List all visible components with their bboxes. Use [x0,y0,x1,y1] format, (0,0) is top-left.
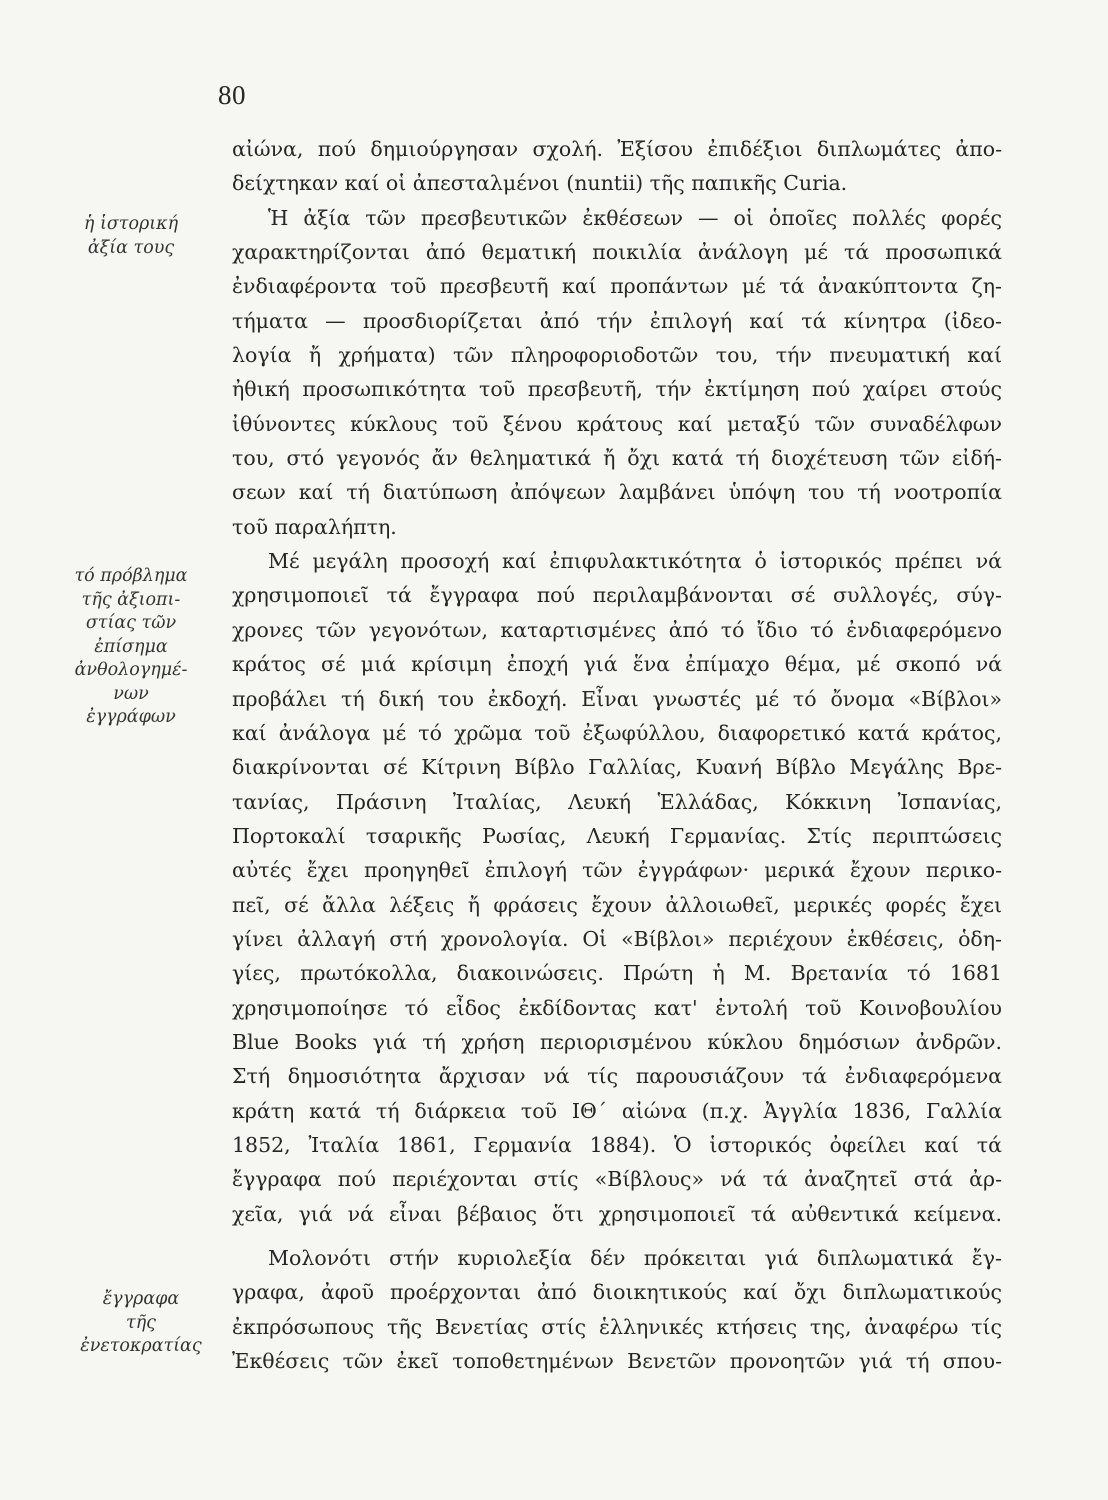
text-line: τανίας, Πράσινη Ἰταλίας, Λευκή Ἑλλάδας, Κόκκινη Ἰσπανίας, [232,789,1002,814]
text-line: λογία ἤ χρήματα) τῶν πληροφοριοδοτῶν του, τήν πνευματική καί [232,343,1002,368]
margin-note-historical-value [56,213,206,260]
text-line: ἔγγραφα πού περιέχονται στίς «Βίβλους» νά τά ἀναζητεῖ στά ἀρ- [232,1167,1002,1192]
page-number: 80 [218,80,246,110]
text-line: σεων καί τή διατύπωση ἀπόψεων λαμβάνει ὑπόψη του τή νοοτροπία [232,480,1002,505]
text-line: Στή δημοσιότητα ἄρχισαν νά τίς παρουσιάζουν τά ἐνδιαφερόμενα [232,1064,1002,1089]
text-line: αὐτές ἔχει προηγηθεῖ ἐπιλογή τῶν ἐγγράφων· μερικά ἔχουν περικο- [232,858,1002,883]
margin-note-reliability-problem [56,565,206,730]
text-line: 1852, Ἰταλία 1861, Γερμανία 1884). Ὁ ἱστορικός ὀφείλει καί τά [232,1132,1002,1157]
text-line: χρονες τῶν γεγονότων, καταρτισμένες ἀπό τό ἴδιο τό ἐνδιαφερόμενο [232,617,1002,642]
body-text [232,132,1002,1378]
margin-note-line: ἡ ἱστορική [83,214,179,234]
text-line: ἠθική προσωπικότητα τοῦ πρεσβευτῆ, τήν ἐκτίμηση πού χαίρει στούς [232,377,1002,402]
text-line: Ἡ ἀξία τῶν πρεσβευτικῶν ἐκθέσεων — οἱ ὁποῖες πολλές φορές [268,205,1002,230]
margin-note-venetian-documents [66,1288,216,1359]
margin-note-line: ἀξία τους [87,237,175,258]
text-line: πεῖ, σέ ἄλλα λέξεις ἤ φράσεις ἔχουν ἀλλοιωθεῖ, μερικές φορές ἔχει [232,892,1002,917]
text-line: αἰώνα, πού δημιούργησαν σχολή. Ἐξίσου ἐπιδέξιοι διπλωμάτες ἀπο- [232,137,1002,161]
text-line: του, στό γεγονός ἄν θεληματικά ἤ ὄχι κατά τή διοχέτευση τῶν εἰδή- [232,446,1002,471]
margin-note-line: νων [113,683,149,704]
margin-note-line: ἀνθολογημέ- [74,660,188,680]
text-line: χαρακτηρίζονται ἀπό θεματική ποικιλία ἀνάλογη μέ τά προσωπικά [232,240,1002,265]
margin-note-line: τό πρόβλημα [74,566,188,586]
text-line: ἐνδιαφέροντα τοῦ πρεσβευτῆ καί προπάντων μέ τά ἀνακύπτοντα ζη- [232,274,1002,299]
text-line: γραφα, ἀφοῦ προέρχονται ἀπό διοικητικούς καί ὄχι διπλωματικούς [232,1280,1002,1305]
text-line: τήματα — προσδιορίζεται ἀπό τήν ἐπιλογή καί τά κίνητρα (ἰδεο- [232,308,1002,333]
text-line: γίνει ἀλλαγή στή χρονολογία. Οἱ «Βίβλοι» περιέχουν ἐκθέσεις, ὁδη- [232,926,1002,951]
text-line: δείχτηκαν καί οἱ ἀπεσταλμένοι (nuntii) τῆς παπικῆς Curia. [232,171,848,196]
margin-note-line: ἔγγραφα [102,1289,180,1309]
text-line: ἰθύνοντες κύκλους τοῦ ξένου κράτους καί μεταξύ τῶν συναδέλφων [232,411,1002,436]
text-line: χρησιμοποίησε τό εἶδος ἐκδίδοντας κατ' ἐντολή τοῦ Κοινοβουλίου [232,995,1002,1020]
text-line: Πορτοκαλί τσαρικῆς Ρωσίας, Λευκή Γερμανίας. Στίς περιπτώσεις [232,823,1002,848]
text-line: κράτη κατά τή διάρκεια τοῦ ΙΘ΄ αἰώνα (π.χ. Ἀγγλία 1836, Γαλλία [232,1098,1002,1123]
margin-note-line: στίας τῶν [85,613,177,633]
text-line: Blue Books γιά τή χρήση περιορισμένου κύκλου δημόσιων ἀνδρῶν. [232,1029,1002,1054]
text-line: Μέ μεγάλη προσοχή καί ἐπιφυλακτικότητα ὁ ἱστορικός πρέπει νά [268,549,1002,574]
margin-note-line: ἐγγράφων [86,707,176,727]
margin-note-line: ἐνετοκρατίας [80,1336,202,1356]
text-line: Ἐκθέσεις τῶν ἐκεῖ τοποθετημένων Βενετῶν προνοητῶν γιά τή σπου- [232,1349,1002,1374]
text-line: χεῖα, γιά νά εἶναι βέβαιος ὅτι χρησιμοποιεῖ τά αὐθεντικά κείμενα. [232,1201,1002,1226]
text-line: διακρίνονται σέ Κίτρινη Βίβλο Γαλλίας, Κυανή Βίβλο Μεγάλης Βρε- [232,755,1002,780]
text-line: κράτος σέ μιά κρίσιμη ἐποχή γιά ἕνα ἐπίμαχο θέμα, μέ σκοπό νά [232,652,1002,677]
text-line: γίες, πρωτόκολλα, διακοινώσεις. Πρώτη ἡ Μ. Βρετανία τό 1681 [232,961,1002,986]
text-line: καί ἀνάλογα μέ τό χρῶμα τοῦ ἐξωφύλλου, διαφορετικό κατά κράτος, [232,720,1002,745]
margin-note-line: ἐπίσημα [94,636,168,657]
margin-note-line: τῆς ἀξιοπι- [81,589,181,610]
margin-note-line: τῆς [126,1312,156,1333]
text-line: ἐκπρόσωπους τῆς Βενετίας στίς ἑλληνικές κτήσεις της, ἀναφέρω τίς [232,1314,1002,1339]
text-line: προβάλει τή δική του ἐκδοχή. Εἶναι γνωστές μέ τό ὄνομα «Βίβλοι» [232,686,1002,711]
text-line: τοῦ παραλήπτη. [232,514,397,539]
text-line: χρησιμοποιεῖ τά ἔγγραφα πού περιλαμβάνονται σέ συλλογές, σύγ- [232,583,1002,608]
text-line: Μολονότι στήν κυριολεξία δέν πρόκειται γιά διπλωματικά ἔγ- [268,1246,1002,1270]
